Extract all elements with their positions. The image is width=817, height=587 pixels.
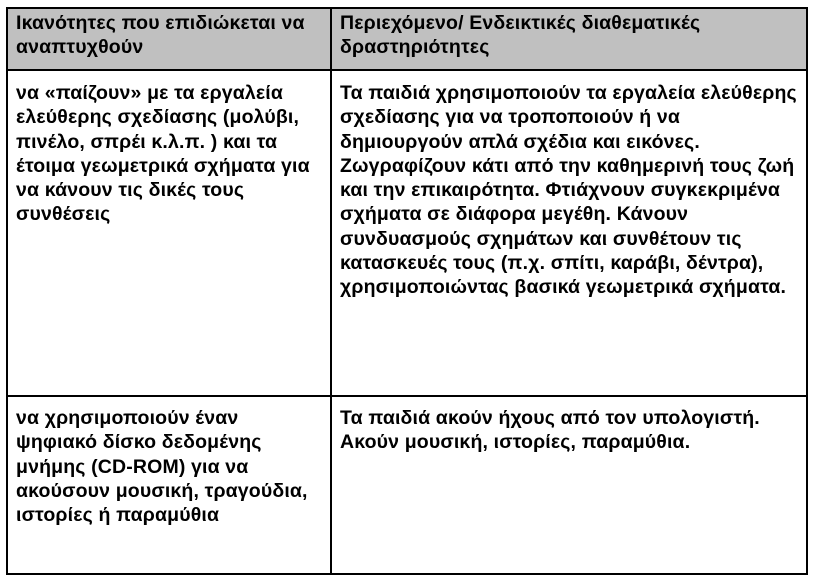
table-cell-skill: να «παίζουν» με τα εργαλεία ελεύθερης σχεδίασης (μολύβι, πινέλο, σπρέι κ.λ.π. ) και τα έτοιμα γεωμετρικά σχήματα για να κάνουν τις δικές τους συνθέσεις (7, 70, 331, 396)
table-row (7, 70, 807, 396)
skills-activities-table (6, 7, 808, 575)
table-cell-activity: Τα παιδιά ακούν ήχους από τον υπολογιστή. Ακούν μουσική, ιστορίες, παραμύθια. (331, 396, 807, 574)
table-cell-activity: Τα παιδιά χρησιμοποιούν τα εργαλεία ελεύθερης σχεδίασης για να τροποποιούν ή να δημιουργούν απλά σχέδια και εικόνες. Ζωγραφίζουν κάτι από την καθημερινή τους ζωή και την επικαιρότητα. Φτιάχνουν συγκεκριμένα σχήματα σε διάφορα μεγέθη. Κάνουν συνδυασμούς σχημάτων και συνθέτουν τις κατασκευές τους (π.χ. σπίτι, καράβι, δέντρα), χρησιμοποιώντας βασικά γεωμετρικά σχήματα. (331, 70, 807, 396)
header-content-activities: Περιεχόμενο/ Ενδεικτικές διαθεματικές δραστηριότητες (331, 8, 807, 70)
table-cell-skill: να χρησιμοποιούν έναν ψηφιακό δίσκο δεδομένης μνήμης (CD-ROM) για να ακούσουν μουσική, τραγούδια, ιστορίες ή παραμύθια (7, 396, 331, 574)
table-row (7, 396, 807, 574)
header-skills: Ικανότητες που επιδιώκεται να αναπτυχθούν (7, 8, 331, 70)
table-header-row (7, 8, 807, 70)
